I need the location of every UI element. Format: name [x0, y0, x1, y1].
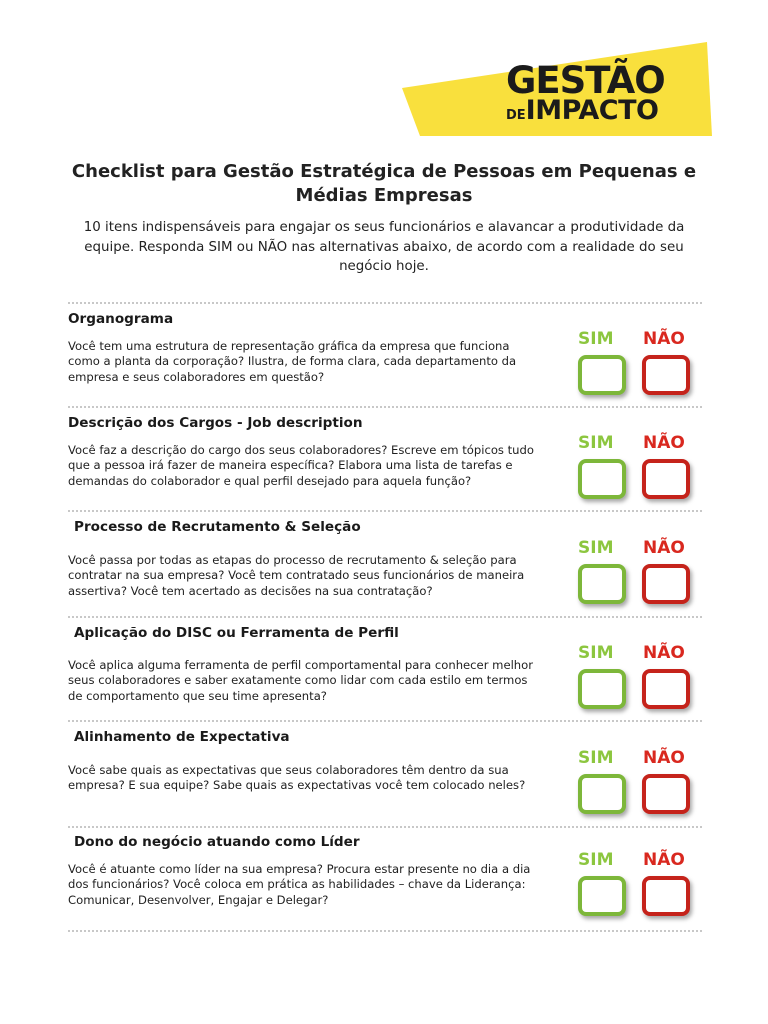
item-title: Aplicação do DISC ou Ferramenta de Perfil: [74, 625, 399, 641]
no-checkbox[interactable]: [642, 669, 690, 709]
no-checkbox[interactable]: [642, 355, 690, 395]
yes-checkbox[interactable]: [578, 459, 626, 499]
yes-label: SIM: [578, 538, 614, 558]
checklist-item-organograma: [68, 311, 708, 411]
no-label: NÃO: [643, 538, 685, 558]
yes-checkbox[interactable]: [578, 774, 626, 814]
item-question: Você tem uma estrutura de representação gráfica da empresa que funciona como a planta da corporação? Ilustra, de forma clara, cada departamento da empresa e seus colaboradores em questão?: [68, 339, 517, 384]
no-label: NÃO: [643, 433, 685, 453]
item-title: Organograma: [68, 311, 174, 327]
yes-label: SIM: [578, 850, 614, 870]
no-checkbox[interactable]: [642, 564, 690, 604]
item-question: Você sabe quais as expectativas que seus colaboradores têm dentro da sua empresa? E sua equipe? Sabe quais as expectativas você tem colocado neles?: [68, 763, 526, 793]
item-question: Você aplica alguma ferramenta de perfil comportamental para conhecer melhor seus colaboradores e saber exatamente como lidar com cada estilo em termos de comportamento que seu time apresenta?: [68, 658, 534, 703]
item-question: Você é atuante como líder na sua empresa? Procura estar presente no dia a dia dos funcionários? Você coloca em prática as habilidades – chave da Liderança: Comunicar, Desenvolver, Engajar e Delegar?: [68, 862, 531, 907]
item-title: Dono do negócio atuando como Líder: [74, 834, 360, 850]
checklist-item-descricao-cargos: [68, 415, 708, 515]
item-title: Descrição dos Cargos - Job description: [68, 415, 363, 431]
checklist-item-disc: [68, 625, 708, 725]
no-checkbox[interactable]: [642, 876, 690, 916]
item-question: Você faz a descrição do cargo dos seus colaboradores? Escreve em tópicos tudo que a pessoa irá fazer de maneira específica? Elabora uma lista de tarefas e demandas do colaborador e qual perfil desejado para aquela função?: [68, 443, 534, 488]
yes-checkbox[interactable]: [578, 876, 626, 916]
yes-checkbox[interactable]: [578, 355, 626, 395]
intro-paragraph: 10 itens indispensáveis para engajar os seus funcionários e alavancar a produtividade da equipe. Responda SIM ou NÃO nas alternativas abaixo, de acordo com a realidade do seu negócio hoje.: [83, 220, 685, 274]
no-checkbox[interactable]: [642, 774, 690, 814]
item-title: Processo de Recrutamento & Seleção: [74, 519, 361, 535]
logo-text-impacto-word: IMPACTO: [525, 95, 659, 126]
yes-checkbox[interactable]: [578, 564, 626, 604]
yes-label: SIM: [578, 329, 614, 349]
checklist-item-recrutamento: [68, 519, 708, 619]
yes-label: SIM: [578, 748, 614, 768]
no-checkbox[interactable]: [642, 459, 690, 499]
no-label: NÃO: [643, 643, 685, 663]
item-question: Você passa por todas as etapas do processo de recrutamento & seleção para contratar na sua empresa? Você tem contratado seus funcionários de maneira assertiva? Você tem acertado as decisões na sua contratação?: [68, 553, 525, 598]
logo-text-de: DE: [506, 108, 526, 123]
checklist-item-expectativa: [68, 729, 708, 829]
document-title: Checklist para Gestão Estratégica de Pessoas em Pequenas e Médias Empresas: [71, 161, 697, 206]
yes-label: SIM: [578, 433, 614, 453]
no-label: NÃO: [643, 329, 685, 349]
logo-text-impacto: [506, 97, 658, 124]
no-label: NÃO: [643, 850, 685, 870]
checklist-item-lider: [68, 834, 708, 934]
logo-text-gestao: GESTÃO: [506, 59, 665, 102]
no-label: NÃO: [643, 748, 685, 768]
yes-checkbox[interactable]: [578, 669, 626, 709]
item-title: Alinhamento de Expectativa: [74, 729, 290, 745]
yes-label: SIM: [578, 643, 614, 663]
divider: [68, 302, 702, 304]
